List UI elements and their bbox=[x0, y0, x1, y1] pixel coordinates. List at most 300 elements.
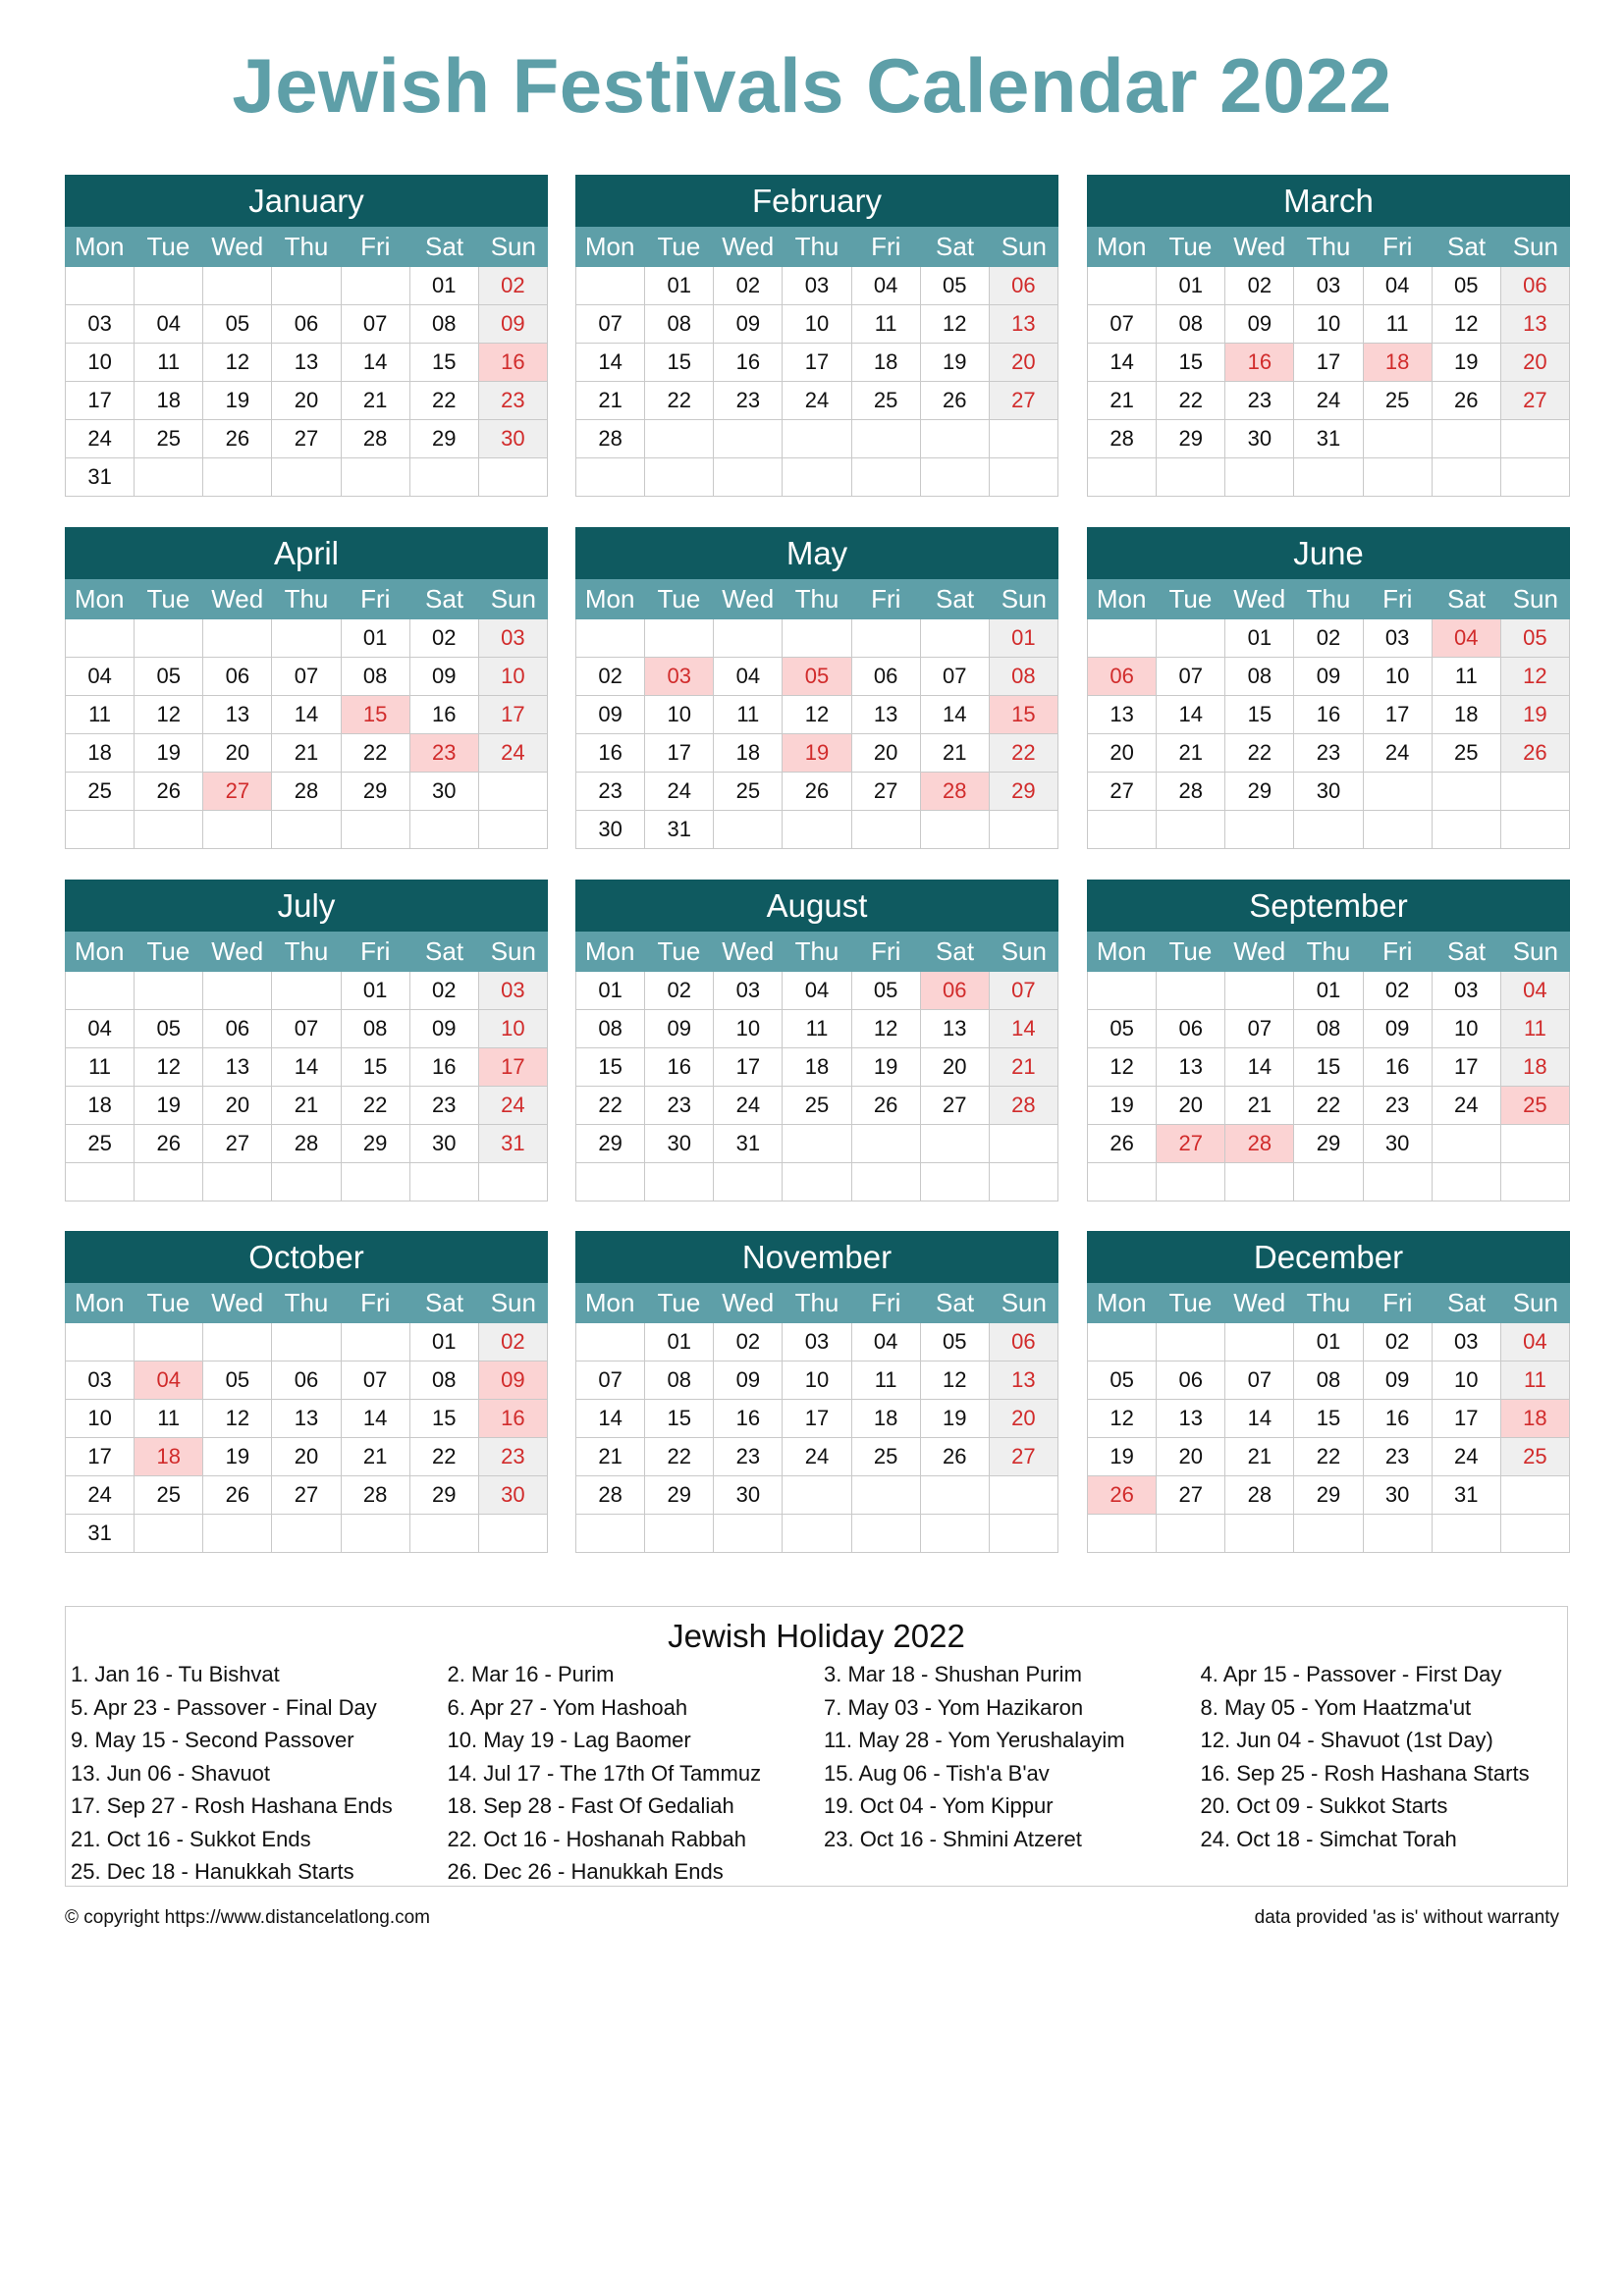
day-cell: 03 bbox=[714, 972, 783, 1010]
day-cell: 09 bbox=[645, 1010, 714, 1048]
day-cell: 21 bbox=[1225, 1438, 1294, 1476]
day-cell: 29 bbox=[1157, 420, 1225, 458]
day-cell: 05 bbox=[203, 1362, 272, 1400]
weekday-label: Wed bbox=[211, 936, 264, 966]
day-cell: 29 bbox=[410, 420, 479, 458]
weekday-label: Fri bbox=[1382, 584, 1413, 614]
empty-day-cell bbox=[1501, 458, 1570, 497]
empty-day-cell bbox=[921, 1125, 990, 1163]
weekday-label: Tue bbox=[1168, 584, 1213, 614]
week-row bbox=[66, 811, 548, 849]
week-row bbox=[1088, 1323, 1570, 1362]
weekday-label: Sun bbox=[1512, 1288, 1558, 1317]
week-row bbox=[66, 305, 548, 344]
week-row bbox=[576, 1048, 1058, 1087]
month-april bbox=[65, 527, 548, 849]
weekday-label: Thu bbox=[1306, 936, 1351, 966]
day-cell: 30 bbox=[576, 811, 645, 849]
empty-day-cell bbox=[1088, 458, 1157, 497]
week-row bbox=[66, 420, 548, 458]
empty-day-cell bbox=[921, 1163, 990, 1201]
day-cell: 01 bbox=[1294, 1323, 1363, 1362]
day-cell: 11 bbox=[852, 305, 921, 344]
week-row bbox=[1088, 1438, 1570, 1476]
day-cell: 26 bbox=[1088, 1125, 1157, 1163]
month-may bbox=[575, 527, 1058, 849]
day-cell: 11 bbox=[66, 696, 135, 734]
day-cell: 21 bbox=[342, 1438, 410, 1476]
day-cell: 03 bbox=[1294, 267, 1363, 305]
day-cell: 29 bbox=[990, 773, 1058, 811]
day-cell: 23 bbox=[714, 1438, 783, 1476]
holiday-item: 6. Apr 27 - Yom Hashoah bbox=[447, 1694, 688, 1720]
day-cell: 30 bbox=[1225, 420, 1294, 458]
day-cell: 17 bbox=[479, 1048, 548, 1087]
day-cell: 27 bbox=[1501, 382, 1570, 420]
day-cell: 10 bbox=[645, 696, 714, 734]
weekday-label: Thu bbox=[284, 936, 329, 966]
empty-day-cell bbox=[479, 458, 548, 497]
day-cell: 17 bbox=[66, 382, 135, 420]
empty-day-cell bbox=[921, 1515, 990, 1553]
day-cell: 25 bbox=[1433, 734, 1501, 773]
day-cell: 28 bbox=[342, 1476, 410, 1515]
week-row bbox=[1088, 696, 1570, 734]
empty-day-cell bbox=[1088, 1323, 1157, 1362]
day-cell: 13 bbox=[1157, 1048, 1225, 1087]
month-october bbox=[65, 1231, 548, 1553]
holiday-item: 2. Mar 16 - Purim bbox=[447, 1662, 615, 1686]
day-cell: 15 bbox=[410, 344, 479, 382]
day-cell: 14 bbox=[272, 1048, 341, 1087]
weekday-label: Sat bbox=[1447, 584, 1487, 614]
day-cell: 06 bbox=[921, 972, 990, 1010]
empty-day-cell bbox=[714, 420, 783, 458]
day-cell: 22 bbox=[410, 382, 479, 420]
empty-day-cell bbox=[1157, 811, 1225, 849]
day-cell: 11 bbox=[1501, 1010, 1570, 1048]
day-grid bbox=[65, 972, 548, 1201]
month-september bbox=[1087, 880, 1570, 1201]
day-cell: 01 bbox=[645, 1323, 714, 1362]
day-cell: 21 bbox=[1157, 734, 1225, 773]
week-row bbox=[1088, 420, 1570, 458]
weekday-label: Sat bbox=[1447, 1288, 1487, 1317]
week-row bbox=[66, 734, 548, 773]
weekday-label: Mon bbox=[584, 584, 635, 614]
empty-day-cell bbox=[66, 1323, 135, 1362]
day-cell: 09 bbox=[1294, 658, 1363, 696]
day-cell: 01 bbox=[990, 619, 1058, 658]
week-row bbox=[66, 1476, 548, 1515]
day-cell: 31 bbox=[66, 1515, 135, 1553]
day-cell: 17 bbox=[1364, 696, 1433, 734]
weekday-row bbox=[1087, 1283, 1570, 1323]
day-cell: 16 bbox=[1364, 1400, 1433, 1438]
day-cell: 21 bbox=[990, 1048, 1058, 1087]
empty-day-cell bbox=[1225, 1163, 1294, 1201]
empty-day-cell bbox=[852, 1163, 921, 1201]
day-cell: 14 bbox=[1088, 344, 1157, 382]
day-cell: 24 bbox=[1364, 734, 1433, 773]
day-cell: 04 bbox=[66, 1010, 135, 1048]
day-cell: 25 bbox=[1501, 1438, 1570, 1476]
day-cell: 18 bbox=[714, 734, 783, 773]
day-cell: 29 bbox=[1294, 1125, 1363, 1163]
weekday-label: Wed bbox=[1233, 936, 1286, 966]
day-cell: 13 bbox=[1088, 696, 1157, 734]
weekday-label: Wed bbox=[722, 232, 775, 261]
day-cell: 02 bbox=[1294, 619, 1363, 658]
day-cell: 02 bbox=[479, 267, 548, 305]
day-cell: 06 bbox=[1157, 1362, 1225, 1400]
empty-day-cell bbox=[1433, 1125, 1501, 1163]
weekday-label: Mon bbox=[1096, 936, 1147, 966]
day-cell: 16 bbox=[1364, 1048, 1433, 1087]
empty-day-cell bbox=[135, 267, 203, 305]
day-cell: 14 bbox=[921, 696, 990, 734]
weekday-label: Thu bbox=[794, 936, 839, 966]
day-cell: 14 bbox=[1225, 1400, 1294, 1438]
day-cell: 02 bbox=[1225, 267, 1294, 305]
day-cell: 23 bbox=[479, 382, 548, 420]
month-header: December bbox=[1087, 1231, 1570, 1283]
week-row bbox=[1088, 1087, 1570, 1125]
day-cell: 28 bbox=[576, 1476, 645, 1515]
day-cell: 26 bbox=[921, 382, 990, 420]
day-cell: 25 bbox=[1364, 382, 1433, 420]
day-cell: 01 bbox=[645, 267, 714, 305]
empty-day-cell bbox=[272, 1515, 341, 1553]
day-cell: 20 bbox=[1501, 344, 1570, 382]
empty-day-cell bbox=[203, 619, 272, 658]
weekday-row bbox=[1087, 932, 1570, 972]
day-cell: 08 bbox=[1294, 1010, 1363, 1048]
holiday-item: 1. Jan 16 - Tu Bishvat bbox=[71, 1662, 280, 1686]
day-grid bbox=[1087, 619, 1570, 849]
day-cell: 09 bbox=[576, 696, 645, 734]
day-cell: 24 bbox=[1433, 1438, 1501, 1476]
empty-day-cell bbox=[342, 811, 410, 849]
empty-day-cell bbox=[852, 1125, 921, 1163]
week-row bbox=[1088, 305, 1570, 344]
empty-day-cell bbox=[203, 811, 272, 849]
day-cell: 22 bbox=[1294, 1087, 1363, 1125]
day-cell: 27 bbox=[1157, 1476, 1225, 1515]
weekday-label: Fri bbox=[871, 584, 901, 614]
week-row bbox=[66, 658, 548, 696]
holiday-item: 10. May 19 - Lag Baomer bbox=[447, 1728, 691, 1752]
empty-day-cell bbox=[783, 1163, 851, 1201]
empty-day-cell bbox=[714, 1515, 783, 1553]
weekday-row bbox=[65, 579, 548, 619]
empty-day-cell bbox=[342, 1163, 410, 1201]
empty-day-cell bbox=[66, 811, 135, 849]
day-cell: 28 bbox=[342, 420, 410, 458]
week-row bbox=[576, 811, 1058, 849]
day-cell: 23 bbox=[714, 382, 783, 420]
empty-day-cell bbox=[921, 811, 990, 849]
day-cell: 22 bbox=[645, 382, 714, 420]
day-cell: 11 bbox=[714, 696, 783, 734]
weekday-label: Thu bbox=[1306, 1288, 1351, 1317]
day-cell: 16 bbox=[410, 696, 479, 734]
empty-day-cell bbox=[1225, 458, 1294, 497]
day-cell: 15 bbox=[1294, 1048, 1363, 1087]
empty-day-cell bbox=[1433, 1515, 1501, 1553]
holiday-item: 4. Apr 15 - Passover - First Day bbox=[1200, 1662, 1502, 1686]
day-cell: 20 bbox=[1088, 734, 1157, 773]
day-cell: 27 bbox=[921, 1087, 990, 1125]
month-july bbox=[65, 880, 548, 1201]
empty-day-cell bbox=[852, 811, 921, 849]
week-row bbox=[576, 1400, 1058, 1438]
weekday-label: Thu bbox=[284, 1288, 329, 1317]
day-cell: 13 bbox=[990, 1362, 1058, 1400]
holiday-item: 22. Oct 16 - Hoshanah Rabbah bbox=[447, 1826, 747, 1851]
day-cell: 19 bbox=[783, 734, 851, 773]
day-cell: 09 bbox=[1364, 1362, 1433, 1400]
empty-day-cell bbox=[990, 811, 1058, 849]
day-cell: 01 bbox=[1157, 267, 1225, 305]
holiday-list-title: Jewish Holiday 2022 bbox=[668, 1618, 965, 1654]
day-cell: 19 bbox=[1088, 1438, 1157, 1476]
day-cell: 18 bbox=[1433, 696, 1501, 734]
day-cell: 26 bbox=[135, 773, 203, 811]
holiday-item: 12. Jun 04 - Shavuot (1st Day) bbox=[1200, 1728, 1493, 1752]
weekday-label: Mon bbox=[74, 936, 125, 966]
week-row bbox=[576, 1087, 1058, 1125]
day-cell: 22 bbox=[576, 1087, 645, 1125]
day-cell: 27 bbox=[1157, 1125, 1225, 1163]
week-row bbox=[576, 773, 1058, 811]
day-cell: 29 bbox=[342, 1125, 410, 1163]
day-cell: 20 bbox=[272, 382, 341, 420]
empty-day-cell bbox=[645, 1515, 714, 1553]
day-cell: 22 bbox=[1294, 1438, 1363, 1476]
day-cell: 20 bbox=[203, 734, 272, 773]
day-cell: 11 bbox=[1364, 305, 1433, 344]
empty-day-cell bbox=[272, 619, 341, 658]
empty-day-cell bbox=[203, 1163, 272, 1201]
day-cell: 06 bbox=[990, 1323, 1058, 1362]
month-header: February bbox=[575, 175, 1058, 227]
empty-day-cell bbox=[1225, 972, 1294, 1010]
day-cell: 12 bbox=[1088, 1400, 1157, 1438]
week-row bbox=[1088, 1400, 1570, 1438]
empty-day-cell bbox=[66, 619, 135, 658]
empty-day-cell bbox=[1088, 1515, 1157, 1553]
weekday-label: Thu bbox=[284, 584, 329, 614]
day-cell: 27 bbox=[990, 382, 1058, 420]
day-cell: 03 bbox=[1364, 619, 1433, 658]
empty-day-cell bbox=[1501, 811, 1570, 849]
day-cell: 21 bbox=[576, 382, 645, 420]
day-cell: 10 bbox=[479, 1010, 548, 1048]
weekday-row bbox=[1087, 579, 1570, 619]
week-row bbox=[1088, 1476, 1570, 1515]
day-cell: 14 bbox=[990, 1010, 1058, 1048]
day-cell: 26 bbox=[1088, 1476, 1157, 1515]
day-cell: 17 bbox=[783, 1400, 851, 1438]
day-cell: 12 bbox=[1088, 1048, 1157, 1087]
week-row bbox=[66, 267, 548, 305]
empty-day-cell bbox=[783, 619, 851, 658]
day-cell: 08 bbox=[576, 1010, 645, 1048]
day-cell: 15 bbox=[342, 696, 410, 734]
weekday-label: Mon bbox=[1096, 232, 1147, 261]
day-cell: 07 bbox=[1088, 305, 1157, 344]
empty-day-cell bbox=[479, 811, 548, 849]
day-cell: 03 bbox=[783, 267, 851, 305]
week-row bbox=[66, 344, 548, 382]
day-cell: 15 bbox=[990, 696, 1058, 734]
day-cell: 13 bbox=[1157, 1400, 1225, 1438]
day-cell: 03 bbox=[479, 619, 548, 658]
day-cell: 17 bbox=[1433, 1048, 1501, 1087]
day-cell: 07 bbox=[1225, 1010, 1294, 1048]
empty-day-cell bbox=[410, 458, 479, 497]
day-cell: 05 bbox=[135, 658, 203, 696]
weekday-label: Tue bbox=[146, 936, 190, 966]
day-cell: 04 bbox=[852, 1323, 921, 1362]
day-cell: 07 bbox=[576, 1362, 645, 1400]
holiday-item: 18. Sep 28 - Fast Of Gedaliah bbox=[447, 1793, 734, 1818]
empty-day-cell bbox=[576, 1323, 645, 1362]
day-cell: 22 bbox=[990, 734, 1058, 773]
day-cell: 26 bbox=[203, 420, 272, 458]
weekday-label: Fri bbox=[871, 1288, 901, 1317]
week-row bbox=[66, 382, 548, 420]
day-cell: 20 bbox=[203, 1087, 272, 1125]
week-row bbox=[66, 1163, 548, 1201]
day-cell: 23 bbox=[479, 1438, 548, 1476]
weekday-label: Fri bbox=[1382, 1288, 1413, 1317]
day-cell: 20 bbox=[921, 1048, 990, 1087]
day-cell: 02 bbox=[645, 972, 714, 1010]
empty-day-cell bbox=[1364, 811, 1433, 849]
day-cell: 03 bbox=[783, 1323, 851, 1362]
page-title: Jewish Festivals Calendar 2022 bbox=[232, 42, 1392, 129]
weekday-label: Sat bbox=[936, 584, 975, 614]
empty-day-cell bbox=[135, 619, 203, 658]
day-cell: 30 bbox=[645, 1125, 714, 1163]
day-cell: 30 bbox=[1364, 1476, 1433, 1515]
week-row bbox=[66, 1087, 548, 1125]
empty-day-cell bbox=[852, 1476, 921, 1515]
day-cell: 05 bbox=[1088, 1362, 1157, 1400]
day-cell: 04 bbox=[1364, 267, 1433, 305]
empty-day-cell bbox=[1433, 773, 1501, 811]
week-row bbox=[576, 1163, 1058, 1201]
weekday-row bbox=[1087, 227, 1570, 267]
empty-day-cell bbox=[135, 972, 203, 1010]
weekday-label: Wed bbox=[211, 1288, 264, 1317]
empty-day-cell bbox=[66, 267, 135, 305]
day-cell: 11 bbox=[783, 1010, 851, 1048]
day-cell: 21 bbox=[576, 1438, 645, 1476]
day-cell: 31 bbox=[1433, 1476, 1501, 1515]
day-cell: 10 bbox=[1294, 305, 1363, 344]
day-grid bbox=[575, 972, 1058, 1201]
week-row bbox=[576, 1125, 1058, 1163]
month-june bbox=[1087, 527, 1570, 849]
empty-day-cell bbox=[1501, 420, 1570, 458]
day-cell: 31 bbox=[1294, 420, 1363, 458]
day-cell: 04 bbox=[714, 658, 783, 696]
empty-day-cell bbox=[1088, 972, 1157, 1010]
day-cell: 10 bbox=[66, 1400, 135, 1438]
day-cell: 19 bbox=[921, 344, 990, 382]
day-cell: 07 bbox=[1225, 1362, 1294, 1400]
day-cell: 03 bbox=[1433, 972, 1501, 1010]
day-cell: 18 bbox=[783, 1048, 851, 1087]
week-row bbox=[1088, 734, 1570, 773]
empty-day-cell bbox=[1088, 267, 1157, 305]
empty-day-cell bbox=[135, 1323, 203, 1362]
day-cell: 12 bbox=[135, 1048, 203, 1087]
weekday-label: Sun bbox=[490, 936, 536, 966]
week-row bbox=[1088, 1125, 1570, 1163]
day-cell: 22 bbox=[1225, 734, 1294, 773]
holiday-item: 20. Oct 09 - Sukkot Starts bbox=[1200, 1793, 1448, 1818]
weekday-label: Fri bbox=[1382, 232, 1413, 261]
empty-day-cell bbox=[852, 420, 921, 458]
week-row bbox=[1088, 267, 1570, 305]
day-cell: 16 bbox=[1294, 696, 1363, 734]
empty-day-cell bbox=[852, 1515, 921, 1553]
day-cell: 14 bbox=[1157, 696, 1225, 734]
day-cell: 27 bbox=[990, 1438, 1058, 1476]
weekday-row bbox=[575, 227, 1058, 267]
weekday-label: Tue bbox=[1168, 1288, 1213, 1317]
empty-day-cell bbox=[576, 458, 645, 497]
week-row bbox=[576, 420, 1058, 458]
week-row bbox=[1088, 972, 1570, 1010]
day-cell: 30 bbox=[479, 1476, 548, 1515]
day-cell: 24 bbox=[479, 1087, 548, 1125]
weekday-label: Sat bbox=[936, 1288, 975, 1317]
weekday-label: Thu bbox=[284, 232, 329, 261]
empty-day-cell bbox=[714, 811, 783, 849]
day-cell: 10 bbox=[479, 658, 548, 696]
week-row bbox=[576, 458, 1058, 497]
empty-day-cell bbox=[921, 619, 990, 658]
day-cell: 15 bbox=[1225, 696, 1294, 734]
day-cell: 28 bbox=[1225, 1476, 1294, 1515]
month-header: January bbox=[65, 175, 548, 227]
empty-day-cell bbox=[135, 811, 203, 849]
day-cell: 23 bbox=[1364, 1438, 1433, 1476]
weekday-label: Wed bbox=[722, 1288, 775, 1317]
week-row bbox=[1088, 658, 1570, 696]
day-cell: 19 bbox=[852, 1048, 921, 1087]
day-cell: 12 bbox=[203, 344, 272, 382]
day-cell: 22 bbox=[410, 1438, 479, 1476]
day-cell: 30 bbox=[410, 1125, 479, 1163]
day-cell: 02 bbox=[1364, 972, 1433, 1010]
day-grid bbox=[575, 1323, 1058, 1553]
day-cell: 15 bbox=[1157, 344, 1225, 382]
day-cell: 01 bbox=[410, 267, 479, 305]
weekday-label: Thu bbox=[794, 232, 839, 261]
day-cell: 07 bbox=[1157, 658, 1225, 696]
holiday-item: 14. Jul 17 - The 17th Of Tammuz bbox=[447, 1760, 762, 1786]
day-cell: 04 bbox=[66, 658, 135, 696]
empty-day-cell bbox=[1364, 773, 1433, 811]
day-cell: 28 bbox=[1088, 420, 1157, 458]
empty-day-cell bbox=[783, 1476, 851, 1515]
